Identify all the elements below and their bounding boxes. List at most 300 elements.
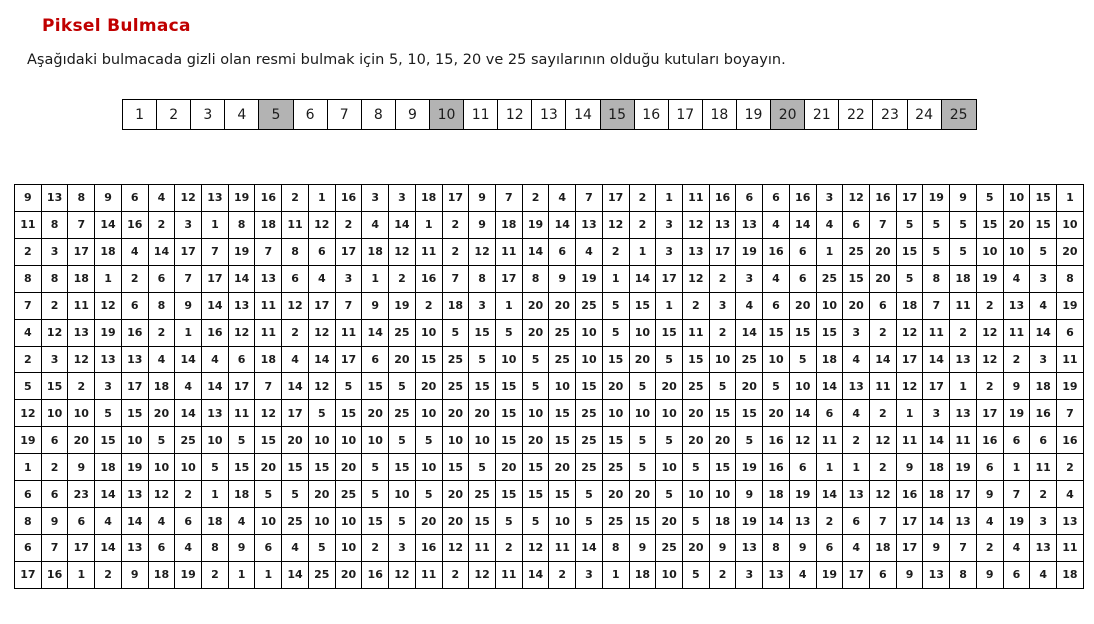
grid-cell[interactable]: 7 bbox=[1057, 400, 1084, 427]
grid-cell[interactable]: 5 bbox=[630, 454, 657, 481]
grid-cell[interactable]: 12 bbox=[389, 239, 416, 266]
grid-cell[interactable]: 14 bbox=[282, 562, 309, 589]
grid-cell[interactable]: 16 bbox=[416, 535, 443, 562]
grid-cell[interactable]: 14 bbox=[389, 212, 416, 239]
grid-cell[interactable]: 8 bbox=[282, 239, 309, 266]
grid-cell[interactable]: 3 bbox=[175, 212, 202, 239]
grid-cell[interactable]: 14 bbox=[95, 481, 122, 508]
grid-cell[interactable]: 6 bbox=[149, 266, 176, 293]
grid-cell[interactable]: 4 bbox=[175, 373, 202, 400]
grid-cell[interactable]: 19 bbox=[1057, 373, 1084, 400]
grid-cell[interactable]: 3 bbox=[362, 185, 389, 212]
grid-cell[interactable]: 10 bbox=[630, 320, 657, 347]
grid-cell[interactable]: 15 bbox=[549, 481, 576, 508]
grid-cell[interactable]: 12 bbox=[790, 427, 817, 454]
grid-cell[interactable]: 7 bbox=[950, 535, 977, 562]
grid-cell[interactable]: 17 bbox=[122, 373, 149, 400]
grid-cell[interactable]: 3 bbox=[736, 266, 763, 293]
grid-cell[interactable]: 12 bbox=[229, 320, 256, 347]
grid-cell[interactable]: 10 bbox=[336, 535, 363, 562]
grid-cell[interactable]: 12 bbox=[897, 320, 924, 347]
grid-cell[interactable]: 13 bbox=[122, 347, 149, 374]
grid-cell[interactable]: 18 bbox=[149, 562, 176, 589]
grid-cell[interactable]: 14 bbox=[309, 347, 336, 374]
grid-cell[interactable]: 14 bbox=[790, 212, 817, 239]
grid-cell[interactable]: 12 bbox=[15, 400, 42, 427]
grid-cell[interactable]: 1 bbox=[817, 454, 844, 481]
grid-cell[interactable]: 6 bbox=[763, 293, 790, 320]
grid-cell[interactable]: 15 bbox=[763, 320, 790, 347]
grid-cell[interactable]: 13 bbox=[1004, 293, 1031, 320]
grid-cell[interactable]: 13 bbox=[1057, 508, 1084, 535]
grid-cell[interactable]: 2 bbox=[977, 535, 1004, 562]
grid-cell[interactable]: 17 bbox=[897, 535, 924, 562]
grid-cell[interactable]: 12 bbox=[843, 185, 870, 212]
grid-cell[interactable]: 25 bbox=[309, 562, 336, 589]
grid-cell[interactable]: 25 bbox=[549, 320, 576, 347]
grid-cell[interactable]: 2 bbox=[1030, 481, 1057, 508]
grid-cell[interactable]: 19 bbox=[817, 562, 844, 589]
grid-cell[interactable]: 20 bbox=[443, 508, 470, 535]
grid-cell[interactable]: 3 bbox=[843, 320, 870, 347]
grid-cell[interactable]: 11 bbox=[950, 293, 977, 320]
grid-cell[interactable]: 12 bbox=[469, 239, 496, 266]
grid-cell[interactable]: 10 bbox=[1004, 185, 1031, 212]
grid-cell[interactable]: 4 bbox=[282, 535, 309, 562]
grid-cell[interactable]: 4 bbox=[15, 320, 42, 347]
grid-cell[interactable]: 14 bbox=[122, 508, 149, 535]
grid-cell[interactable]: 14 bbox=[282, 373, 309, 400]
grid-cell[interactable]: 6 bbox=[736, 185, 763, 212]
grid-cell[interactable]: 9 bbox=[469, 212, 496, 239]
grid-cell[interactable]: 5 bbox=[630, 373, 657, 400]
grid-cell[interactable]: 14 bbox=[202, 373, 229, 400]
grid-cell[interactable]: 11 bbox=[255, 293, 282, 320]
grid-cell[interactable]: 18 bbox=[416, 185, 443, 212]
grid-cell[interactable]: 3 bbox=[95, 373, 122, 400]
grid-cell[interactable]: 8 bbox=[469, 266, 496, 293]
grid-cell[interactable]: 14 bbox=[817, 481, 844, 508]
grid-cell[interactable]: 1 bbox=[656, 293, 683, 320]
grid-cell[interactable]: 17 bbox=[309, 293, 336, 320]
grid-cell[interactable]: 25 bbox=[603, 454, 630, 481]
grid-cell[interactable]: 16 bbox=[362, 562, 389, 589]
grid-cell[interactable]: 6 bbox=[870, 562, 897, 589]
grid-cell[interactable]: 15 bbox=[710, 400, 737, 427]
grid-cell[interactable]: 5 bbox=[710, 373, 737, 400]
grid-cell[interactable]: 10 bbox=[469, 427, 496, 454]
grid-cell[interactable]: 9 bbox=[469, 185, 496, 212]
grid-cell[interactable]: 15 bbox=[496, 373, 523, 400]
grid-cell[interactable]: 5 bbox=[923, 239, 950, 266]
grid-cell[interactable]: 2 bbox=[149, 320, 176, 347]
grid-cell[interactable]: 2 bbox=[443, 562, 470, 589]
grid-cell[interactable]: 12 bbox=[68, 347, 95, 374]
grid-cell[interactable]: 3 bbox=[1030, 508, 1057, 535]
grid-cell[interactable]: 13 bbox=[122, 481, 149, 508]
grid-cell[interactable]: 6 bbox=[870, 293, 897, 320]
grid-cell[interactable]: 19 bbox=[1057, 293, 1084, 320]
grid-cell[interactable]: 13 bbox=[790, 508, 817, 535]
grid-cell[interactable]: 5 bbox=[950, 212, 977, 239]
grid-cell[interactable]: 1 bbox=[255, 562, 282, 589]
grid-cell[interactable]: 20 bbox=[736, 373, 763, 400]
grid-cell[interactable]: 5 bbox=[416, 481, 443, 508]
grid-cell[interactable]: 5 bbox=[469, 347, 496, 374]
grid-cell[interactable]: 15 bbox=[469, 320, 496, 347]
grid-cell[interactable]: 15 bbox=[549, 427, 576, 454]
grid-cell[interactable]: 2 bbox=[122, 266, 149, 293]
grid-cell[interactable]: 10 bbox=[202, 427, 229, 454]
grid-cell[interactable]: 19 bbox=[229, 239, 256, 266]
grid-cell[interactable]: 4 bbox=[843, 400, 870, 427]
grid-cell[interactable]: 4 bbox=[229, 508, 256, 535]
grid-cell[interactable]: 2 bbox=[282, 185, 309, 212]
grid-cell[interactable]: 5 bbox=[923, 212, 950, 239]
grid-cell[interactable]: 15 bbox=[496, 427, 523, 454]
grid-cell[interactable]: 19 bbox=[15, 427, 42, 454]
grid-cell[interactable]: 13 bbox=[1030, 535, 1057, 562]
grid-cell[interactable]: 2 bbox=[42, 293, 69, 320]
grid-cell[interactable]: 19 bbox=[389, 293, 416, 320]
grid-cell[interactable]: 13 bbox=[202, 185, 229, 212]
grid-cell[interactable]: 1 bbox=[202, 481, 229, 508]
grid-cell[interactable]: 2 bbox=[15, 347, 42, 374]
grid-cell[interactable]: 20 bbox=[255, 454, 282, 481]
grid-cell[interactable]: 7 bbox=[42, 535, 69, 562]
grid-cell[interactable]: 14 bbox=[576, 535, 603, 562]
grid-cell[interactable]: 10 bbox=[710, 481, 737, 508]
grid-cell[interactable]: 5 bbox=[469, 454, 496, 481]
grid-cell[interactable]: 16 bbox=[977, 427, 1004, 454]
grid-cell[interactable]: 18 bbox=[923, 454, 950, 481]
grid-cell[interactable]: 19 bbox=[229, 185, 256, 212]
grid-cell[interactable]: 5 bbox=[309, 400, 336, 427]
grid-cell[interactable]: 6 bbox=[229, 347, 256, 374]
grid-cell[interactable]: 5 bbox=[496, 508, 523, 535]
grid-cell[interactable]: 4 bbox=[309, 266, 336, 293]
grid-cell[interactable]: 16 bbox=[416, 266, 443, 293]
grid-cell[interactable]: 20 bbox=[656, 373, 683, 400]
grid-cell[interactable]: 19 bbox=[576, 266, 603, 293]
grid-cell[interactable]: 17 bbox=[68, 535, 95, 562]
grid-cell[interactable]: 5 bbox=[443, 320, 470, 347]
grid-cell[interactable]: 16 bbox=[122, 212, 149, 239]
grid-cell[interactable]: 15 bbox=[95, 427, 122, 454]
grid-cell[interactable]: 13 bbox=[710, 212, 737, 239]
grid-cell[interactable]: 20 bbox=[362, 400, 389, 427]
grid-cell[interactable]: 13 bbox=[95, 347, 122, 374]
grid-cell[interactable]: 6 bbox=[843, 212, 870, 239]
grid-cell[interactable]: 15 bbox=[255, 427, 282, 454]
grid-cell[interactable]: 10 bbox=[817, 293, 844, 320]
grid-cell[interactable]: 4 bbox=[576, 239, 603, 266]
grid-cell[interactable]: 3 bbox=[389, 535, 416, 562]
grid-cell[interactable]: 12 bbox=[282, 293, 309, 320]
grid-cell[interactable]: 11 bbox=[1057, 535, 1084, 562]
grid-cell[interactable]: 5 bbox=[389, 373, 416, 400]
grid-cell[interactable]: 11 bbox=[496, 239, 523, 266]
grid-cell[interactable]: 9 bbox=[897, 454, 924, 481]
grid-cell[interactable]: 15 bbox=[362, 508, 389, 535]
grid-cell[interactable]: 5 bbox=[15, 373, 42, 400]
grid-cell[interactable]: 9 bbox=[897, 562, 924, 589]
grid-cell[interactable]: 2 bbox=[710, 320, 737, 347]
grid-cell[interactable]: 5 bbox=[523, 373, 550, 400]
grid-cell[interactable]: 9 bbox=[630, 535, 657, 562]
grid-cell[interactable]: 18 bbox=[496, 212, 523, 239]
grid-cell[interactable]: 14 bbox=[95, 535, 122, 562]
grid-cell[interactable]: 17 bbox=[950, 481, 977, 508]
grid-cell[interactable]: 6 bbox=[790, 454, 817, 481]
grid-cell[interactable]: 25 bbox=[683, 373, 710, 400]
grid-cell[interactable]: 5 bbox=[416, 427, 443, 454]
grid-cell[interactable]: 2 bbox=[817, 508, 844, 535]
grid-cell[interactable]: 19 bbox=[1004, 400, 1031, 427]
grid-cell[interactable]: 7 bbox=[255, 373, 282, 400]
grid-cell[interactable]: 23 bbox=[68, 481, 95, 508]
grid-cell[interactable]: 15 bbox=[549, 400, 576, 427]
grid-cell[interactable]: 9 bbox=[42, 508, 69, 535]
grid-cell[interactable]: 10 bbox=[389, 481, 416, 508]
grid-cell[interactable]: 15 bbox=[736, 400, 763, 427]
grid-cell[interactable]: 4 bbox=[362, 212, 389, 239]
grid-cell[interactable]: 5 bbox=[656, 427, 683, 454]
grid-cell[interactable]: 6 bbox=[1057, 320, 1084, 347]
grid-cell[interactable]: 10 bbox=[496, 347, 523, 374]
grid-cell[interactable]: 25 bbox=[389, 400, 416, 427]
grid-cell[interactable]: 5 bbox=[790, 347, 817, 374]
grid-cell[interactable]: 12 bbox=[977, 320, 1004, 347]
grid-cell[interactable]: 15 bbox=[122, 400, 149, 427]
grid-cell[interactable]: 5 bbox=[603, 293, 630, 320]
grid-cell[interactable]: 16 bbox=[255, 185, 282, 212]
grid-cell[interactable]: 17 bbox=[923, 373, 950, 400]
grid-cell[interactable]: 10 bbox=[175, 454, 202, 481]
grid-cell[interactable]: 5 bbox=[149, 427, 176, 454]
grid-cell[interactable]: 25 bbox=[843, 239, 870, 266]
grid-cell[interactable]: 15 bbox=[710, 454, 737, 481]
grid-cell[interactable]: 15 bbox=[309, 454, 336, 481]
grid-cell[interactable]: 20 bbox=[469, 400, 496, 427]
grid-cell[interactable]: 17 bbox=[496, 266, 523, 293]
grid-cell[interactable]: 15 bbox=[523, 481, 550, 508]
grid-cell[interactable]: 18 bbox=[1030, 373, 1057, 400]
grid-cell[interactable]: 13 bbox=[202, 400, 229, 427]
grid-cell[interactable]: 6 bbox=[282, 266, 309, 293]
grid-cell[interactable]: 1 bbox=[175, 320, 202, 347]
grid-cell[interactable]: 16 bbox=[763, 239, 790, 266]
grid-cell[interactable]: 25 bbox=[817, 266, 844, 293]
grid-cell[interactable]: 12 bbox=[870, 427, 897, 454]
grid-cell[interactable]: 14 bbox=[1030, 320, 1057, 347]
grid-cell[interactable]: 13 bbox=[255, 266, 282, 293]
grid-cell[interactable]: 5 bbox=[656, 347, 683, 374]
grid-cell[interactable]: 18 bbox=[255, 212, 282, 239]
grid-cell[interactable]: 14 bbox=[229, 266, 256, 293]
grid-cell[interactable]: 2 bbox=[603, 239, 630, 266]
grid-cell[interactable]: 15 bbox=[496, 481, 523, 508]
grid-cell[interactable]: 10 bbox=[1057, 212, 1084, 239]
grid-cell[interactable]: 17 bbox=[897, 185, 924, 212]
grid-cell[interactable]: 12 bbox=[683, 212, 710, 239]
grid-cell[interactable]: 2 bbox=[416, 293, 443, 320]
grid-cell[interactable]: 9 bbox=[68, 454, 95, 481]
grid-cell[interactable]: 7 bbox=[255, 239, 282, 266]
grid-cell[interactable]: 16 bbox=[763, 454, 790, 481]
grid-cell[interactable]: 18 bbox=[255, 347, 282, 374]
grid-cell[interactable]: 12 bbox=[683, 266, 710, 293]
grid-cell[interactable]: 16 bbox=[336, 185, 363, 212]
grid-cell[interactable]: 11 bbox=[683, 185, 710, 212]
grid-cell[interactable]: 6 bbox=[790, 239, 817, 266]
grid-cell[interactable]: 11 bbox=[549, 535, 576, 562]
grid-cell[interactable]: 17 bbox=[443, 185, 470, 212]
grid-cell[interactable]: 3 bbox=[656, 212, 683, 239]
grid-cell[interactable]: 5 bbox=[336, 373, 363, 400]
grid-cell[interactable]: 12 bbox=[897, 373, 924, 400]
grid-cell[interactable]: 20 bbox=[443, 400, 470, 427]
grid-cell[interactable]: 2 bbox=[202, 562, 229, 589]
grid-cell[interactable]: 1 bbox=[416, 212, 443, 239]
grid-cell[interactable]: 9 bbox=[122, 562, 149, 589]
grid-cell[interactable]: 15 bbox=[229, 454, 256, 481]
grid-cell[interactable]: 1 bbox=[496, 293, 523, 320]
grid-cell[interactable]: 15 bbox=[603, 347, 630, 374]
grid-cell[interactable]: 15 bbox=[656, 320, 683, 347]
grid-cell[interactable]: 6 bbox=[817, 400, 844, 427]
grid-cell[interactable]: 8 bbox=[603, 535, 630, 562]
grid-cell[interactable]: 6 bbox=[149, 535, 176, 562]
grid-cell[interactable]: 20 bbox=[149, 400, 176, 427]
grid-cell[interactable]: 6 bbox=[843, 508, 870, 535]
grid-cell[interactable]: 5 bbox=[897, 212, 924, 239]
grid-cell[interactable]: 12 bbox=[95, 293, 122, 320]
grid-cell[interactable]: 11 bbox=[469, 535, 496, 562]
grid-cell[interactable]: 11 bbox=[282, 212, 309, 239]
grid-cell[interactable]: 11 bbox=[68, 293, 95, 320]
grid-cell[interactable]: 11 bbox=[336, 320, 363, 347]
grid-cell[interactable]: 2 bbox=[710, 266, 737, 293]
grid-cell[interactable]: 19 bbox=[977, 266, 1004, 293]
grid-cell[interactable]: 19 bbox=[736, 239, 763, 266]
grid-cell[interactable]: 10 bbox=[122, 427, 149, 454]
grid-cell[interactable]: 5 bbox=[523, 508, 550, 535]
grid-cell[interactable]: 5 bbox=[523, 347, 550, 374]
grid-cell[interactable]: 14 bbox=[523, 239, 550, 266]
grid-cell[interactable]: 3 bbox=[923, 400, 950, 427]
grid-cell[interactable]: 17 bbox=[843, 562, 870, 589]
grid-cell[interactable]: 2 bbox=[1004, 347, 1031, 374]
grid-cell[interactable]: 20 bbox=[843, 293, 870, 320]
grid-cell[interactable]: 3 bbox=[469, 293, 496, 320]
grid-cell[interactable]: 5 bbox=[1030, 239, 1057, 266]
grid-cell[interactable]: 13 bbox=[42, 185, 69, 212]
grid-cell[interactable]: 15 bbox=[630, 508, 657, 535]
grid-cell[interactable]: 5 bbox=[736, 427, 763, 454]
grid-cell[interactable]: 18 bbox=[443, 293, 470, 320]
grid-cell[interactable]: 15 bbox=[469, 373, 496, 400]
grid-cell[interactable]: 12 bbox=[255, 400, 282, 427]
grid-cell[interactable]: 10 bbox=[549, 508, 576, 535]
grid-cell[interactable]: 20 bbox=[523, 427, 550, 454]
grid-cell[interactable]: 9 bbox=[229, 535, 256, 562]
grid-cell[interactable]: 17 bbox=[897, 508, 924, 535]
grid-cell[interactable]: 19 bbox=[1004, 508, 1031, 535]
grid-cell[interactable]: 4 bbox=[817, 212, 844, 239]
grid-cell[interactable]: 20 bbox=[523, 320, 550, 347]
grid-cell[interactable]: 5 bbox=[496, 320, 523, 347]
grid-cell[interactable]: 10 bbox=[549, 373, 576, 400]
grid-cell[interactable]: 2 bbox=[336, 212, 363, 239]
grid-cell[interactable]: 12 bbox=[870, 481, 897, 508]
grid-cell[interactable]: 15 bbox=[336, 400, 363, 427]
grid-cell[interactable]: 10 bbox=[416, 320, 443, 347]
grid-cell[interactable]: 15 bbox=[469, 508, 496, 535]
grid-cell[interactable]: 17 bbox=[175, 239, 202, 266]
grid-cell[interactable]: 4 bbox=[549, 185, 576, 212]
grid-cell[interactable]: 5 bbox=[656, 481, 683, 508]
grid-cell[interactable]: 2 bbox=[630, 185, 657, 212]
grid-cell[interactable]: 10 bbox=[656, 400, 683, 427]
grid-cell[interactable]: 1 bbox=[15, 454, 42, 481]
grid-cell[interactable]: 18 bbox=[1057, 562, 1084, 589]
grid-cell[interactable]: 4 bbox=[763, 266, 790, 293]
grid-cell[interactable]: 17 bbox=[336, 239, 363, 266]
grid-cell[interactable]: 3 bbox=[336, 266, 363, 293]
grid-cell[interactable]: 11 bbox=[15, 212, 42, 239]
grid-cell[interactable]: 6 bbox=[42, 481, 69, 508]
grid-cell[interactable]: 2 bbox=[977, 293, 1004, 320]
grid-cell[interactable]: 14 bbox=[870, 347, 897, 374]
grid-cell[interactable]: 5 bbox=[309, 535, 336, 562]
grid-cell[interactable]: 10 bbox=[683, 481, 710, 508]
grid-cell[interactable]: 15 bbox=[496, 400, 523, 427]
grid-cell[interactable]: 7 bbox=[496, 185, 523, 212]
grid-cell[interactable]: 16 bbox=[897, 481, 924, 508]
grid-cell[interactable]: 18 bbox=[95, 454, 122, 481]
grid-cell[interactable]: 7 bbox=[443, 266, 470, 293]
grid-cell[interactable]: 18 bbox=[763, 481, 790, 508]
grid-cell[interactable]: 20 bbox=[790, 293, 817, 320]
grid-cell[interactable]: 5 bbox=[683, 454, 710, 481]
grid-cell[interactable]: 25 bbox=[656, 535, 683, 562]
grid-cell[interactable]: 4 bbox=[122, 239, 149, 266]
grid-cell[interactable]: 8 bbox=[1057, 266, 1084, 293]
grid-cell[interactable]: 15 bbox=[843, 266, 870, 293]
grid-cell[interactable]: 1 bbox=[603, 562, 630, 589]
grid-cell[interactable]: 6 bbox=[122, 293, 149, 320]
grid-cell[interactable]: 4 bbox=[790, 562, 817, 589]
grid-cell[interactable]: 2 bbox=[389, 266, 416, 293]
grid-cell[interactable]: 2 bbox=[149, 212, 176, 239]
grid-cell[interactable]: 6 bbox=[309, 239, 336, 266]
grid-cell[interactable]: 9 bbox=[950, 185, 977, 212]
grid-cell[interactable]: 20 bbox=[683, 400, 710, 427]
grid-cell[interactable]: 19 bbox=[790, 481, 817, 508]
grid-cell[interactable]: 14 bbox=[763, 508, 790, 535]
grid-cell[interactable]: 8 bbox=[42, 212, 69, 239]
grid-cell[interactable]: 18 bbox=[923, 481, 950, 508]
grid-cell[interactable]: 9 bbox=[790, 535, 817, 562]
grid-cell[interactable]: 6 bbox=[15, 535, 42, 562]
grid-cell[interactable]: 9 bbox=[923, 535, 950, 562]
grid-cell[interactable]: 12 bbox=[523, 535, 550, 562]
grid-cell[interactable]: 9 bbox=[1004, 373, 1031, 400]
grid-cell[interactable]: 5 bbox=[950, 239, 977, 266]
grid-cell[interactable]: 10 bbox=[603, 400, 630, 427]
grid-cell[interactable]: 18 bbox=[362, 239, 389, 266]
